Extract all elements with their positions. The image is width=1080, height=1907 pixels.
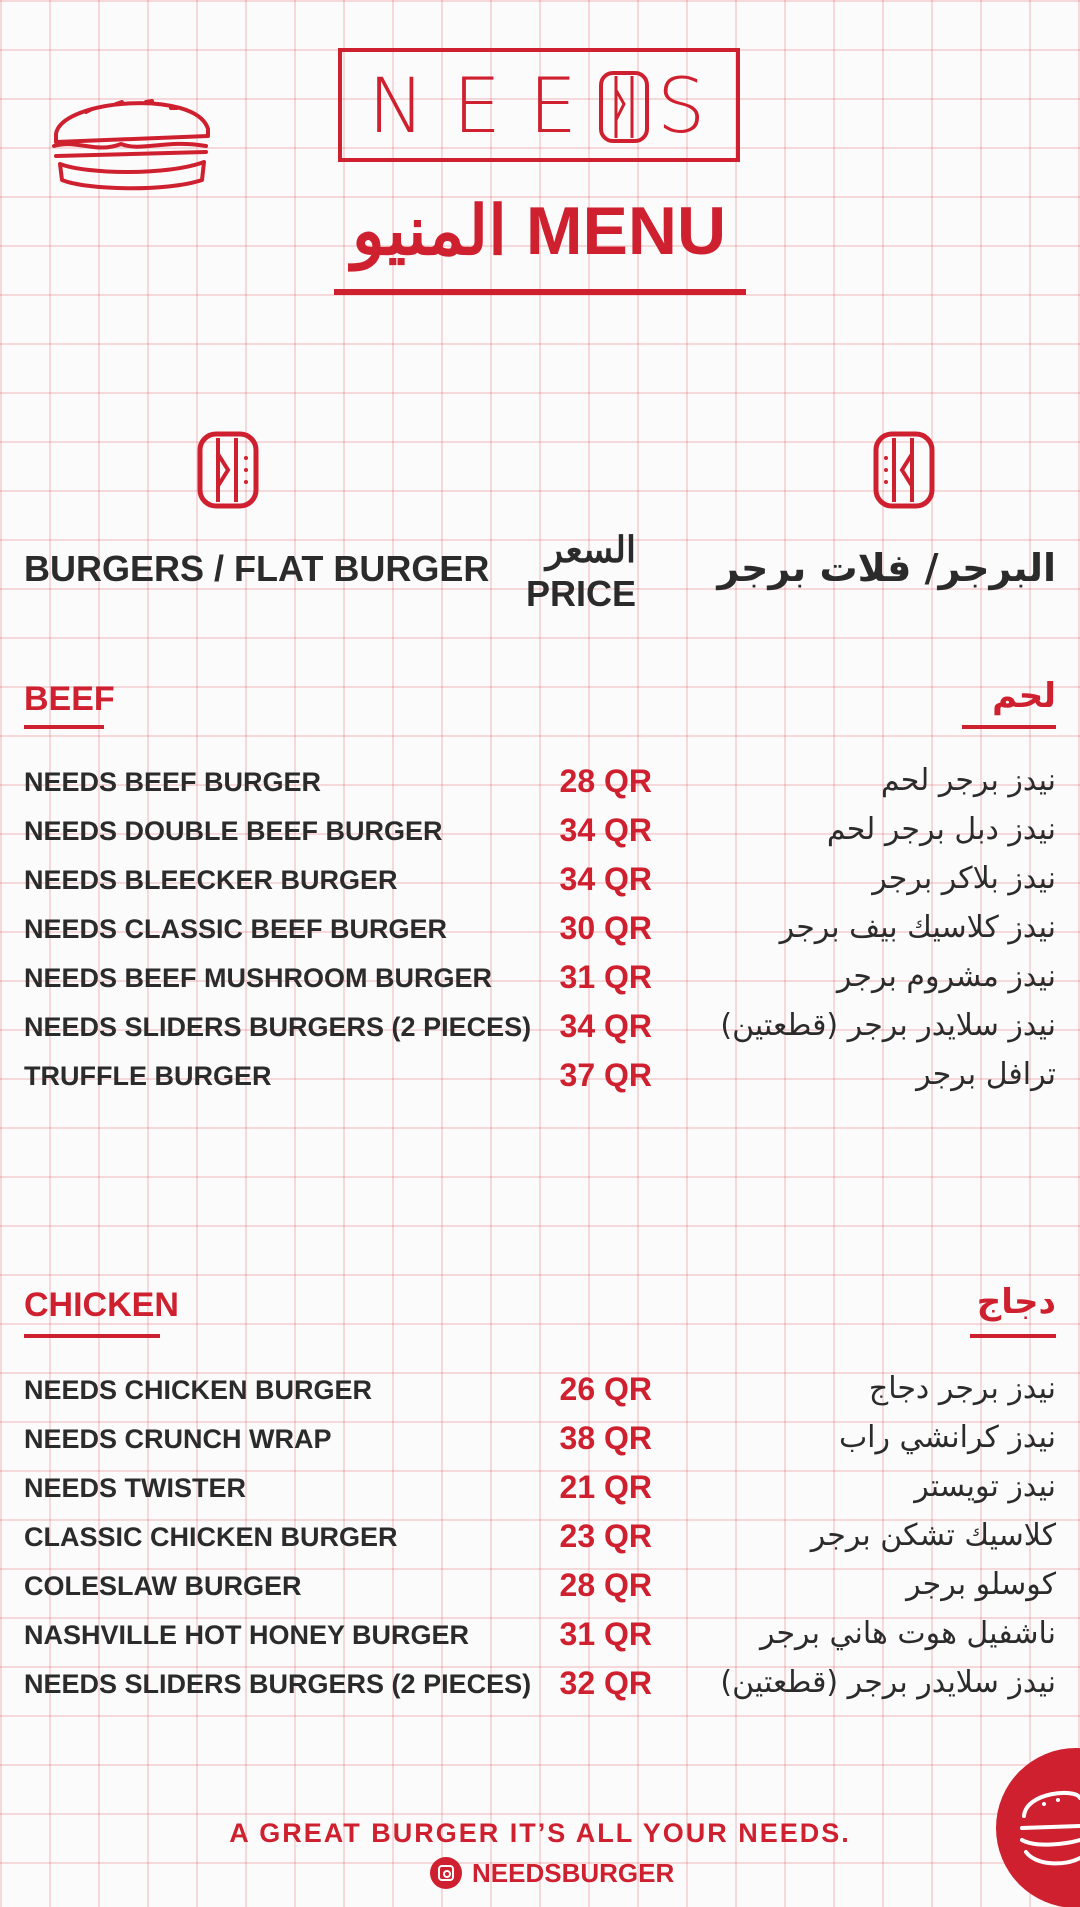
price-label-en: PRICE xyxy=(525,573,636,614)
menu-row xyxy=(24,763,1056,812)
burger-sandwich-icon xyxy=(46,84,216,194)
item-name-ar: نيدز برجر دجاج xyxy=(868,1371,1056,1406)
item-price: 34 QR xyxy=(559,861,652,897)
item-name-en: NEEDS TWISTER xyxy=(24,1473,247,1503)
item-price: 28 QR xyxy=(559,763,652,799)
item-name-en: CLASSIC CHICKEN BURGER xyxy=(24,1522,398,1552)
item-price: 23 QR xyxy=(559,1518,652,1554)
item-price: 37 QR xyxy=(559,1057,652,1093)
brand-name: NEE S xyxy=(368,61,734,150)
menu-row xyxy=(24,1567,1056,1616)
column-header-ar: البرجر/ فلات برجر xyxy=(717,546,1056,590)
item-name-ar: كوسلو برجر xyxy=(906,1567,1056,1602)
item-price: 21 QR xyxy=(559,1469,652,1505)
item-name-en: NEEDS CLASSIC BEEF BURGER xyxy=(24,914,448,944)
item-price: 38 QR xyxy=(559,1420,652,1456)
item-price: 30 QR xyxy=(559,910,652,946)
item-name-ar: نيدز بلاكر برجر xyxy=(872,861,1056,896)
item-name-ar: نيدز تويستر xyxy=(914,1469,1056,1504)
item-name-ar: نيدز برجر لحم xyxy=(880,763,1056,798)
price-label-ar: السعر xyxy=(545,529,636,570)
item-name-en: NEEDS CRUNCH WRAP xyxy=(24,1424,332,1454)
flat-burger-icon xyxy=(196,430,260,510)
item-name-en: NEEDS DOUBLE BEEF BURGER xyxy=(24,816,443,846)
item-price: 28 QR xyxy=(559,1567,652,1603)
item-name-en: NEEDS BLEECKER BURGER xyxy=(24,865,398,895)
menu-row xyxy=(24,1665,1056,1714)
item-name-ar: نيدز سلايدر برجر (قطعتين) xyxy=(720,1665,1056,1700)
item-name-en: COLESLAW BURGER xyxy=(24,1571,302,1601)
column-header-price xyxy=(520,528,636,616)
tagline: A GREAT BURGER IT’S ALL YOUR NEEDS. xyxy=(229,1818,851,1848)
section-title-beef-en: BEEF xyxy=(24,680,115,718)
item-name-ar: نيدز سلايدر برجر (قطعتين) xyxy=(720,1008,1056,1043)
item-name-ar: ترافل برجر xyxy=(916,1057,1056,1092)
menu-row xyxy=(24,1008,1056,1057)
menu-row xyxy=(24,959,1056,1008)
item-name-ar: نيدز مشروم برجر xyxy=(836,959,1056,994)
menu-row xyxy=(24,1420,1056,1469)
section-title-chicken-en: CHICKEN xyxy=(24,1286,179,1324)
section-title-beef-ar: لحم xyxy=(992,676,1056,716)
column-header-en: BURGERS / FLAT BURGER xyxy=(24,548,490,589)
menu-row xyxy=(24,1616,1056,1665)
item-name-en: NEEDS BEEF MUSHROOM BURGER xyxy=(24,963,493,993)
instagram-handle-text: NEEDSBURGER xyxy=(472,1857,675,1888)
instagram-icon xyxy=(430,1857,462,1889)
section-underline xyxy=(24,725,104,729)
section-title-chicken-ar: دجاج xyxy=(976,1282,1056,1322)
brand-burger-icon xyxy=(598,70,650,144)
menu-row xyxy=(24,812,1056,861)
instagram-handle[interactable] xyxy=(430,1857,674,1889)
item-name-ar: نيدز كلاسيك بيف برجر xyxy=(779,910,1056,945)
menu-row xyxy=(24,1371,1056,1420)
item-name-en: NASHVILLE HOT HONEY BURGER xyxy=(24,1620,470,1650)
item-name-ar: كلاسيك تشكن برجر xyxy=(810,1518,1056,1553)
brand-logo xyxy=(338,48,740,162)
item-name-en: NEEDS BEEF BURGER xyxy=(24,767,322,797)
menu-row xyxy=(24,1518,1056,1567)
beef-items xyxy=(24,763,1056,1106)
item-price: 32 QR xyxy=(559,1665,652,1701)
item-name-ar: ناشفيل هوت هاني برجر xyxy=(759,1616,1056,1651)
menu-row xyxy=(24,1057,1056,1106)
item-price: 26 QR xyxy=(559,1371,652,1407)
section-underline xyxy=(962,725,1056,729)
item-name-ar: نيدز كرانشي راب xyxy=(838,1420,1056,1455)
item-price: 31 QR xyxy=(559,959,652,995)
menu-title: المنيو MENU xyxy=(351,193,727,269)
menu-row xyxy=(24,861,1056,910)
item-name-en: TRUFFLE BURGER xyxy=(24,1061,272,1091)
menu-row xyxy=(24,910,1056,959)
menu-title-underline xyxy=(334,289,746,295)
item-name-en: NEEDS SLIDERS BURGERS (2 PIECES) xyxy=(24,1669,532,1699)
item-price: 34 QR xyxy=(559,812,652,848)
item-name-ar: نيدز دبل برجر لحم xyxy=(826,812,1056,847)
item-price: 31 QR xyxy=(559,1616,652,1652)
item-name-en: NEEDS SLIDERS BURGERS (2 PIECES) xyxy=(24,1012,532,1042)
chicken-items xyxy=(24,1371,1056,1714)
section-underline xyxy=(970,1334,1056,1338)
flat-burger-icon xyxy=(872,430,936,510)
menu-row xyxy=(24,1469,1056,1518)
item-price: 34 QR xyxy=(559,1008,652,1044)
section-underline xyxy=(24,1334,160,1338)
item-name-en: NEEDS CHICKEN BURGER xyxy=(24,1375,373,1405)
